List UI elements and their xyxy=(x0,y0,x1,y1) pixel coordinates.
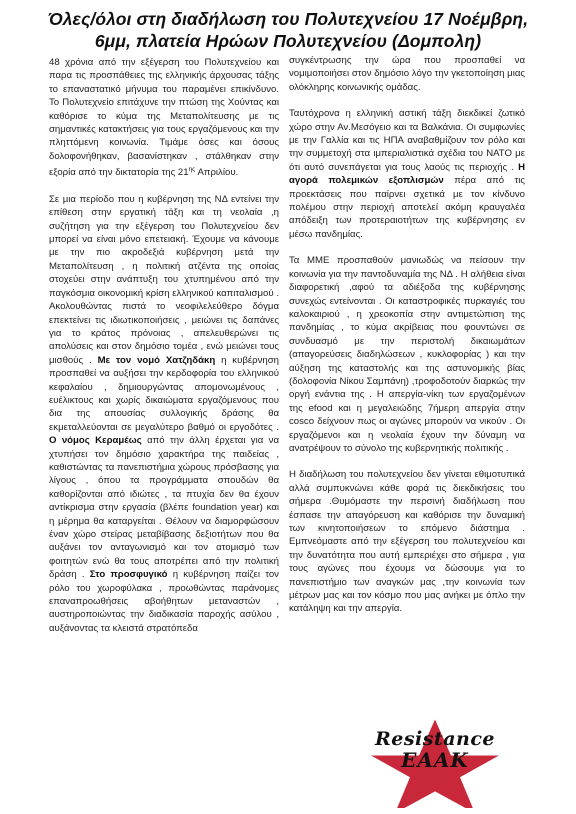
bold-refugee: Στο προσφυγικό xyxy=(89,569,168,581)
paragraph-media: Τα ΜΜΕ προσπαθούν μανιωδώς να πείσουν την κοινωνία για την παντοδυναμία της ΝΔ . Η αλήθεια είναι διαφορετική ,αφού τα αδιέξοδα της κυβέρνησης συνεχώς εντείνονται . Οι καταστροφικές πυρκαγιές του καλοκαιριού , η χρεοκοπία στην αντιμετώπιση της πανδημίας , το κύμα ακρίβειας που φουντώνει σε συνδυασμό με την περιστολή δικαιωμάτων (απαγορεύσεις διαδηλώσεων , κυκλοφορίας ) και την αύξηση της καταστολής και της αστυνομικής βίας (δολοφονία Νίκου Σαμπάνη) ,τροφοδοτούν διαρκώς την οργή ενάντια της . Η απεργία-νίκη των εργαζομένων της efood και η μεγαλειώδης 7ήμερη απεργία στην cosco δείχνουν πως οι αγώνες μπορούν να νικούν . Οι εργαζόμενοι και η νεολαία έχουν την δύναμη να ανατρέψουν το σύνολο της κυβερνητικής πολιτικής . xyxy=(289,255,525,454)
superscript: ης xyxy=(188,166,196,174)
resistance-eaak-logo xyxy=(365,718,505,808)
left-column xyxy=(49,56,279,648)
logo-text-eaak: EAAK xyxy=(401,748,469,772)
title-line-1: Όλες/όλοι στη διαδήλωση του Πολυτεχνείου 17 Νοέμβρη, xyxy=(47,9,529,29)
right-column xyxy=(289,54,525,629)
bold-weapons: Η αγορά πολεμικών εξοπλισμών xyxy=(289,161,525,187)
logo-text-resistance: Resistance xyxy=(374,728,496,750)
paragraph-continuation: συγκέντρωσης την ώρα που προσπαθεί να νομιμοποιήσει στον δημόσιο λόγο την γκετοποίηση μιας ολόκληρης κοινωνικής ομάδας. xyxy=(289,55,525,93)
paragraph-intro: 48 χρόνια από την εξέγερση του Πολυτεχνείου και παρα τις προσπάθειες της ελληνικής άρχουσας τάξης το επαναστατικό μήνυμα του παραμένει επικίνδυνο. Το Πολυτεχνείο επιτάχυνε την πτώση της Χούντας και καθόρισε το κύμα της Μεταπολίτευσης με τις σημαντικές κατακτήσεις για τους εργαζόμενους και την πληττόμενη κοινωνία. Τιμάμε όσες και όσους δολοφονήθηκαν, βασανίστηκαν , στάλθηκαν στην εξορία από την δικτατορία της $21^{\eta\varsigma}$ Απριλίου. xyxy=(49,57,279,179)
bold-hatzidakis: Με τον νομό Χατζηδάκη xyxy=(97,354,216,366)
title-line-2: 6μμ, πλατεία Ηρώων Πολυτεχνείου (Δομπολη) xyxy=(94,31,482,51)
paragraph-demonstration: Η διαδήλωση του πολυτεχνείου δεν γίνεται εθιμοτυπικά αλλά συμπυκνώνει κάθε φορά τις διεκδικήσεις του σήμερα .Θυμόμαστε την περσινή διαδήλωση που έσπασε την απαγόρευση και καθόρισε την δυναμική των κινητοποιήσεων το επόμενο διάστημα . Εμπνεόμαστε από την εξέγερση του πολυτεχνείου και την δυνατότητα που αυτή εμπεριέχει στο σήμερα , για τους αγώνες που έχουμε να δώσουμε για το πανεπιστήμιο των αναγκών μας ,την κοινωνία των μέτρων μας και τον κόσμο που μας ανήκει με όπλο την κατάληψη και την απεργία. xyxy=(289,469,525,615)
paragraph-geopolitics: Ταυτόχρονα η ελληνική αστική τάξη διεκδικεί ζωτικό χώρο στην Αν.Μεσόγειο και τα Βαλκάνια. Οι συμφωνίες με την Γαλλία και τις ΗΠΑ αναβαθμίζουν τον ρόλο και την συμμετοχή στα ιμπεριαλιστικά σχέδια του ΝΑΤΟ με ότι αυτό συνεπάγεται για τους λαούς τις περιοχής . Η αγορά πολεμικών εξοπλισμών πέρα από τις προεκτάσεις που παίρνει σχετικά με τον κίνδυνο πολέμου στην περιοχή αποτελεί ακόμη κραυγαλέα απόδειξη των προτεραιοτήτων της κυβέρνησης εν μέσω πανδημίας. xyxy=(289,108,525,240)
bold-kerameos: Ο νόμος Κεραμέως xyxy=(49,435,142,447)
page-title xyxy=(0,8,576,52)
paragraph-government: Σε μια περίοδο που η κυβέρνηση της ΝΔ εντείνει την επίθεση στην εργατική τάξη και τη νεολαία ,η συζήτηση για την εξέγερση του Πολυτεχνείου δεν μπορεί να είναι μόνο επετειακή. Έχουμε να κάνουμε με την πιο ακροδεξιά κυβέρνηση μετά την Μεταπολίτευση , η πολιτική ατζέντα της οποίας στοχεύει στην ανάπτυξη του χτυπημένου από την παγκόσμια οικονομική κρίση ελληνικού καπιταλισμού . Ακολουθώντας πιστά το νεοφιλελεύθερο δόγμα επεκτείνει τις ιδιωτικοποιήσεις , μειώνει τις δαπάνες για το κράτος πρόνοιας , απελευθερώνει τις απολύσεις και στον δημόσιο τομέα , ενώ μειώνει τους μισθούς . Με τον νομό Χατζηδάκη η κυβέρνηση προσπαθεί να αυξήσει την κερδοφορία του ελληνικού κεφαλαίου , δημιουργώντας απομονωμένους , ευέλικτους και χωρίς δικαιώματα εργαζόμενους που δια της απουσίας συλλογικής δράσης θα εκμεταλλεύονται σε μεγαλύτερο βαθμό οι εργοδότες . Ο νόμος Κεραμέως από την άλλη έρχεται για να χτυπήσει τον δημόσιο χαρακτήρα της παιδείας , καθιστώντας τα πανεπιστήμια χώρους πρόσβασης για λίγους , όπου τα προγράμματα σπουδών θα καθορίζονται από ιδιώτες , τα πτυχία δεν θα έχουν αντίκρισμα στην εργασία (βλέπε foundation year) και η μέρημα θα καταργείται . Θέλουν να διαμορφώσουν έναν χώρο στείρας μεταβίβασης δεξιοτήτων που θα αυξάνει τον ανταγωνισμό και τον ατομισμό των φοιτητών ενώ θα τους αποτρέπει από την πολιτική δράση . Στο προσφυγικό η κυβέρνηση παίζει τον ρόλο του χωροφύλακα , προωθώντας παράνομες επαναπροωθήσεις αβοήθητων μεταναστών , αυστηροποιώντας την διαδικασία παροχής ασύλου , αυξάνοντας τα κλειστά στρατόπεδα xyxy=(49,193,279,634)
